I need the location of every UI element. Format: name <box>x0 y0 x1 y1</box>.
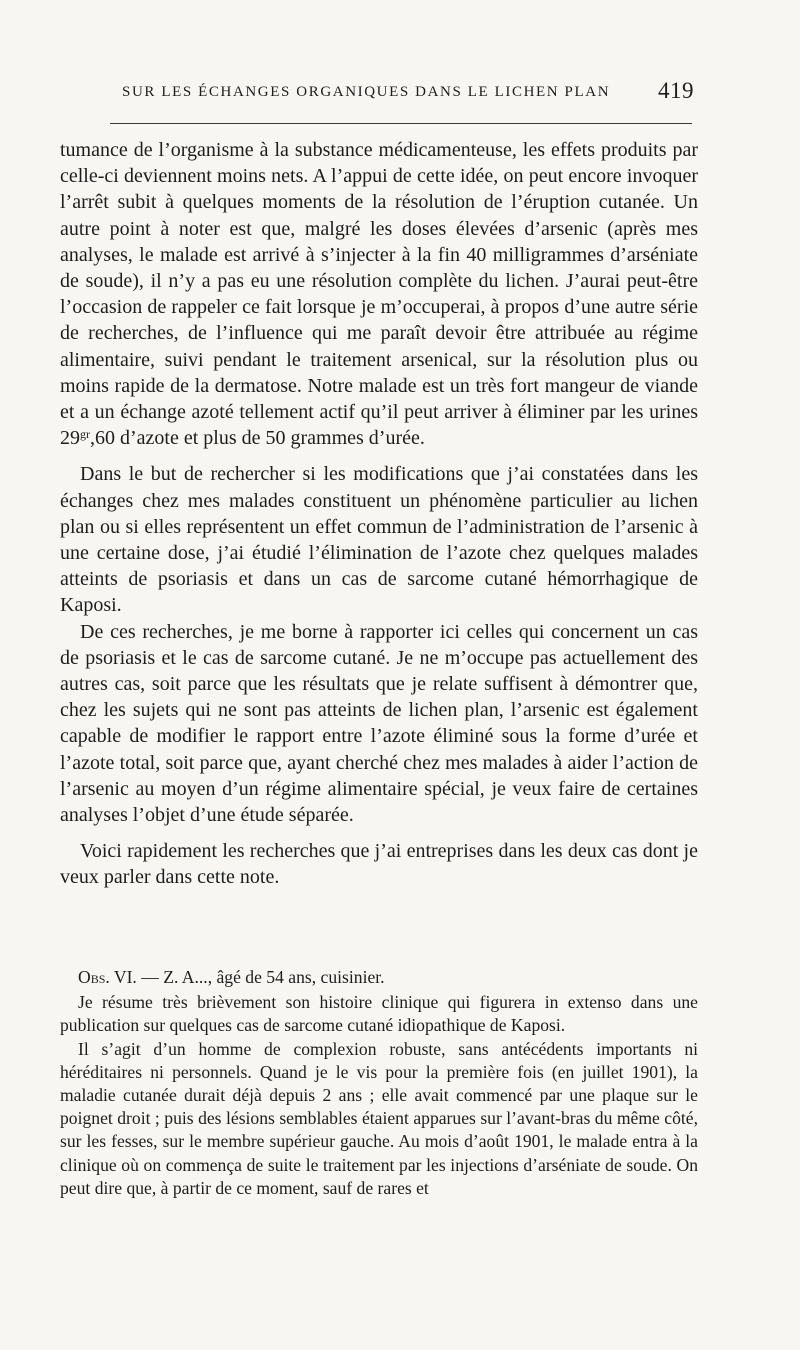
paragraph-continuation <box>60 137 698 451</box>
observation-section <box>60 966 698 1200</box>
observation-heading <box>60 966 698 989</box>
page-number: 419 <box>658 78 694 103</box>
observation-paragraph: Il s’agit d’un homme de complexion robuste, sans antécédents importants ni héréditaires ni personnels. Quand je le vis pour la première fois (en juillet 1901), la maladie cutanée durait déjà depuis 2 ans ; elle avait commencé par une plaque sur le poignet droit ; puis des lésions semblables étaient apparues sur l’avant-bras du même côté, sur les fesses, sur le membre supérieur gauche. Au mois d’août 1901, le malade entra à la clinique où on commença de suite le traitement par les injections d’arséniate de soude. On peut dire que, à partir de ce moment, sauf de rares et <box>60 1038 698 1198</box>
unit-superscript: gr <box>80 427 90 442</box>
paragraph: De ces recherches, je me borne à rapporter ici celles qui concernent un cas de psoriasis et le cas de sarcome cutané. Je ne m’occupe pas actuellement des autres cas, soit parce que les résultats que je relate suffisent à démontrer que, chez les sujets qui ne sont pas atteints de lichen plan, l’arsenic est également capable de modifier le rapport entre l’azote éliminé sous la forme d’urée et l’azote total, soit parce que, ayant cherché chez mes malades à aider l’action de l’arsenic au moyen d’un régime alimentaire spécial, je veux faire de certaines analyses l’objet d’une étude séparée. <box>60 620 698 827</box>
paragraph-text: tumance de l’organisme à la substance médicamenteuse, les effets produits par celle-ci deviennent moins nets. A l’appui de cette idée, on peut encore invoquer l’arrêt subit à quelques moments de la résolution de l’éruption cutanée. Un autre point à noter est que, malgré les doses élevées d’arsenic (après mes analyses, le malade est arrivé à s’injecter à la fin 40 milligrammes d’arséniate de soude), il n’y a pas eu une résolution complète du lichen. J’aurai peut-être l’occasion de rappeler ce fait lorsque je m’occuperai, à propos d’une autre série de recherches, de l’influence qui me paraît devoir être attribuée au régime alimentaire, suivi pendant le traitement arsenical, sur la résolution plus ou moins rapide de la dermatose. Notre malade est un très fort mangeur de viande et a un échange azoté tellement actif qu’il peut arriver à éliminer par les urines 29 <box>60 139 698 450</box>
paragraph: Voici rapidement les recherches que j’ai entreprises dans les deux cas dont je veux parler dans cette note. <box>60 840 698 889</box>
observation-label: Obs. VI. <box>78 967 137 987</box>
main-text <box>60 137 698 891</box>
header-rule <box>110 123 692 124</box>
paragraph-text-end: ,60 d’azote et plus de 50 grammes d’urée. <box>90 427 425 450</box>
observation-heading-text: — Z. A..., âgé de 54 ans, cuisinier. <box>136 967 385 987</box>
paragraph: Dans le but de rechercher si les modifications que j’ai constatées dans les échanges chez mes malades constituent un phénomène particulier au lichen plan ou si elles représentent un effet commun de l’administration de l’arsenic à une certaine dose, j’ai étudié l’élimination de l’azote chez quelques malades atteints de psoriasis et dans un cas de sarcome cutané hémorrhagique de Kaposi. <box>60 463 698 617</box>
observation-paragraph: Je résume très brièvement son histoire clinique qui figurera in extenso dans une publication sur quelques cas de sarcome cutané idiopathique de Kaposi. <box>60 992 698 1036</box>
page-header <box>96 78 696 108</box>
running-title: SUR LES ÉCHANGES ORGANIQUES DANS LE LICHEN PLAN <box>122 84 611 100</box>
